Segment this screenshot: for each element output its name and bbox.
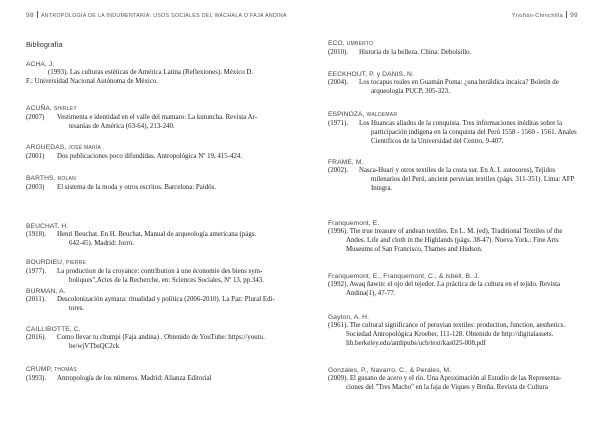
bib-year: (1971). xyxy=(328,120,349,127)
bib-year: (1918). xyxy=(26,231,47,238)
bib-entry xyxy=(26,365,278,384)
right-page xyxy=(300,0,600,425)
bib-year: (2001) xyxy=(26,153,45,160)
right-running-header xyxy=(512,11,578,19)
bib-entry xyxy=(26,104,278,132)
bib-author: ECO, UMBERTO xyxy=(328,40,374,47)
bib-year: (2003) xyxy=(26,184,45,191)
bib-year: (2004). xyxy=(328,79,349,86)
bib-author: FRAME, M. xyxy=(328,159,364,166)
bib-entry xyxy=(328,366,578,393)
bib-year: (2011). xyxy=(26,296,46,303)
bib-entry xyxy=(328,219,578,255)
bib-author: CRUMP, THOMAS xyxy=(26,366,77,373)
bib-year: (1977). xyxy=(26,268,47,275)
bib-author: BARTHS, ROLAN xyxy=(26,175,77,182)
bib-text: Como llevar tu chumpi (Faja andina) . Obtenido de YouTube: https://youtu. be/wjVTbsQC2ck xyxy=(57,334,265,350)
right-running-title: Ynoñán-Chinchilla xyxy=(511,13,564,19)
bib-entry xyxy=(26,258,278,286)
bib-entry xyxy=(26,287,278,314)
bib-text: (1992). Awaq ñawin: el ojo del tejedor. La práctica de la cultura en el tejido. Revista Andina(1), 47-77. xyxy=(328,281,561,297)
bib-author: Gayton, A. H. xyxy=(328,314,370,321)
bib-author: BEUCHAT, H. xyxy=(26,223,69,230)
bib-year: (2016). xyxy=(26,334,47,341)
bib-text: Nasca-Huari y otros textiles de la costa sur. En A. I. autosores), Tejidos milenarios del Perú, ancient peruvian textiles (págs. 311-351). Lima: AFP Integra. xyxy=(359,167,575,192)
bib-entry xyxy=(328,313,578,349)
bib-entry xyxy=(328,39,578,58)
bib-author: Franquemont, E. xyxy=(328,220,380,227)
bib-entry xyxy=(26,143,278,162)
bib-text: Los Huancas aliados de la conquista. Tres informaciones inéditas sobre la participación indígena en la conquista del Perú 1558 - 1560 - 1561. Anales Científicos de la Universidad del Centro, 9-407. xyxy=(359,120,577,145)
bib-author: Franquemont, E., Franquemont, C., & Isbell, B. J. xyxy=(328,273,480,280)
bib-author: ACHA, J. xyxy=(26,61,55,68)
bib-text: La production de la croyance: contribution à une économie des biens sym- boliques",Actes de la Recherche, en: Sciences Sociales, Nº 13, pp.343. xyxy=(57,268,264,284)
left-page-number: 98 xyxy=(26,12,34,19)
bib-entry xyxy=(328,272,578,299)
left-running-header xyxy=(26,11,287,19)
bib-text: Dos publicaciones poco difundidas. Antropológica Nº 19, 415-424. xyxy=(57,153,243,160)
bib-entry xyxy=(26,60,278,87)
bib-entry xyxy=(26,174,278,193)
bib-text: El sistema de la moda y otros escritos. Barcelona: Paidós. xyxy=(57,184,217,191)
bib-text: (1996). The true treasure of andean textiles. En L. M. (ed), Traditional Textiles of the Andes. Life and cloth in the Highlands (págs. 38-47). Nueva York.: Fine Arts Museums of San Francisco, Thames and Hudson. xyxy=(328,228,563,253)
bib-text: Henri Beuchat. En H. Beuchat, Manual de arqueología americana (págs. 642-45). Madrid: Jorro. xyxy=(57,231,257,247)
bib-entry xyxy=(328,70,578,97)
bib-author: BOURDIEU, PIERRE xyxy=(26,259,87,266)
bib-author: CAILLIBOTTE, C. xyxy=(26,326,81,333)
bib-author: Gonzales, P., Navarro, C., & Perales, M. xyxy=(328,367,452,374)
bib-year: (2007) xyxy=(26,114,45,121)
section-title: Bibliografía xyxy=(26,40,63,49)
bib-author: ARGUEDAS, JOSÉ MARÍA xyxy=(26,144,102,151)
bib-text: (2009). El gusano de acero y el río. Una Aproximación al Estudio de las Representa- ciones del "Tres Macho" en la faja de Viques y Breña. Revista de Cultura xyxy=(328,375,562,391)
bib-text: Descolonización aymara: ritualidad y política (2006-2010). La Paz: Plural Edi- tores. xyxy=(57,296,275,312)
bib-year: (2002). xyxy=(328,167,349,174)
bib-entry xyxy=(328,158,578,194)
bib-entry xyxy=(26,222,278,249)
right-page-number: 99 xyxy=(570,12,578,19)
bib-year: (2010). xyxy=(328,49,349,56)
left-running-title: ANTROPOLOGÍA DE LA INDUMENTARIA: USOS SOCIALES DEL WACHALA O FAJA ANDINA xyxy=(40,13,287,19)
bib-text: (1961). The cultural significance of peruvian textiles: production, function, aesthetics. Sociedad Antropológica Kroeber, 111-128. Obtenido de http://digitalassets. lib.berkeley.edu/anthpubs/ucb/text/kas025-008.pdf xyxy=(328,322,565,347)
bib-author: ACUÑA, SHIRLEY xyxy=(26,105,77,112)
bib-text: (1993). Las culturas estéticas de América Latina (Reflexiones). México D. F.: Universidad Nacional Autónoma de México. xyxy=(26,69,254,85)
bib-year: (1993). xyxy=(26,375,47,382)
bib-text: Los tocapus reales en Guamán Poma: ¿una heráldica incaica? Boletín de arqueología PUCP, 305-323. xyxy=(359,79,559,95)
bib-entry xyxy=(328,110,578,147)
bib-author: ESPINOZA, WALDEMAR xyxy=(328,111,398,118)
bib-text: Antropología de los números. Madrid: Alianza Editorial xyxy=(57,375,212,382)
bib-entry xyxy=(26,325,278,352)
bib-text: Historia de la belleza. China: Debolsillo. xyxy=(359,49,472,56)
bib-text: Vestimenta e identidad en el valle del mantaro: La kutuncha. Revista Ar- tesanías de América (63-64), 213-240. xyxy=(57,114,258,130)
bib-author: EECKHOUT, P. y DANIS, N. xyxy=(328,71,414,78)
bib-author: BURMAN, A. xyxy=(26,288,66,295)
